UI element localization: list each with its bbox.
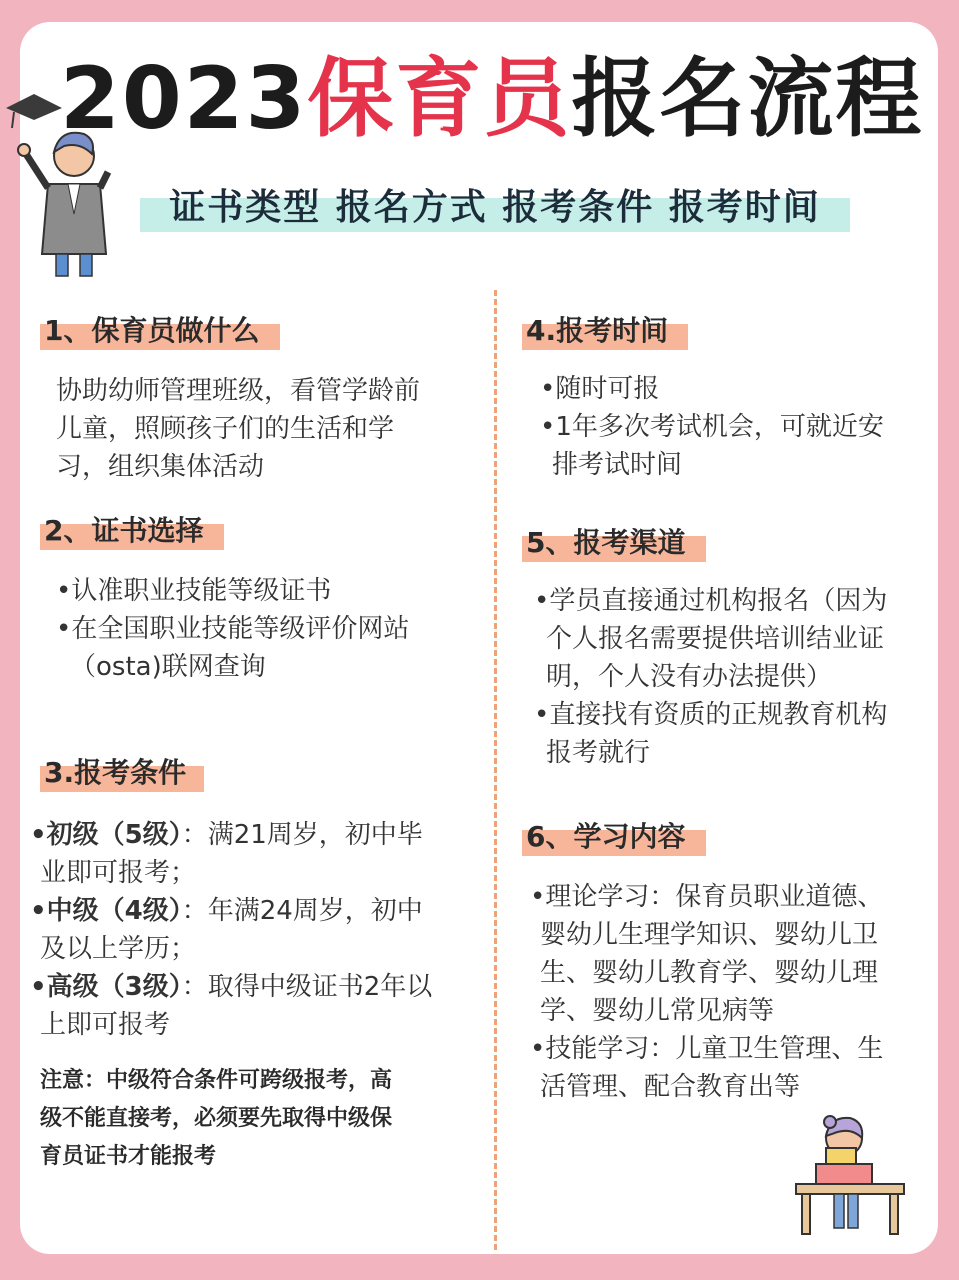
list-item: 明，个人没有办法提供） xyxy=(546,662,833,692)
list-item: •1年多次考试机会，可就近安 xyxy=(540,412,884,442)
title-highlight: 保育员 xyxy=(307,49,572,149)
page-title xyxy=(60,44,924,154)
list-item: 及以上学历； xyxy=(40,934,197,964)
list-item: •直接找有资质的正规教育机构 xyxy=(534,700,888,730)
list-item: 生、婴幼儿教育学、婴幼儿理 xyxy=(540,958,879,988)
text-line: 儿童，照顾孩子们的生活和学 xyxy=(56,414,395,444)
section-4-body xyxy=(540,370,920,484)
section-5-heading: 5、报考渠道 xyxy=(522,522,706,564)
list-item: •在全国职业技能等级评价网站 xyxy=(56,614,410,644)
list-item: （osta)联网查询 xyxy=(70,652,266,682)
title-rest: 报名流程 xyxy=(571,49,924,149)
list-item: •认准职业技能等级证书 xyxy=(56,576,332,606)
subtitle-banner xyxy=(140,184,850,232)
section-1-body xyxy=(56,372,476,486)
section-6-body xyxy=(530,878,926,1106)
section-3-body xyxy=(30,816,470,1044)
list-item: •随时可报 xyxy=(540,374,660,404)
list-item: •理论学习：保育员职业道德、 xyxy=(530,882,884,912)
section-2-body xyxy=(56,572,476,686)
text-line: 协助幼师管理班级，看管学龄前 xyxy=(56,376,421,406)
section-4-heading: 4.报考时间 xyxy=(522,310,688,352)
list-item: 活管理、配合教育出等 xyxy=(540,1072,801,1102)
list-item: •高级（3级）：取得中级证书2年以 xyxy=(30,972,433,1002)
column-divider xyxy=(494,290,497,1250)
list-item: 报考就行 xyxy=(546,738,651,768)
list-item: 排考试时间 xyxy=(552,450,683,480)
section-3-note: 注意：中级符合条件可跨级报考，高 级不能直接考，必须要先取得中级保 育员证书才能报考 xyxy=(40,1068,393,1169)
subtitle-text: 证书类型 报名方式 报考条件 报考时间 xyxy=(169,187,821,228)
section-6-heading: 6、学习内容 xyxy=(522,816,706,858)
reading-girl-illustration xyxy=(790,1110,910,1240)
section-3-heading: 3.报考条件 xyxy=(40,752,204,794)
section-5-body xyxy=(534,582,924,772)
list-item: 学、婴幼儿常见病等 xyxy=(540,996,775,1026)
list-item: 业即可报考； xyxy=(40,858,197,888)
list-item: •初级（5级）：满21周岁，初中毕 xyxy=(30,820,423,850)
list-item: •技能学习：儿童卫生管理、生 xyxy=(530,1034,884,1064)
list-item: 上即可报考 xyxy=(40,1010,171,1040)
text-line: 习，组织集体活动 xyxy=(56,452,265,482)
list-item: 个人报名需要提供培训结业证 xyxy=(546,624,885,654)
list-item: 婴幼儿生理学知识、婴幼儿卫 xyxy=(540,920,879,950)
list-item: •中级（4级）：年满24周岁，初中 xyxy=(30,896,423,926)
list-item: •学员直接通过机构报名（因为 xyxy=(534,586,888,616)
section-2-heading: 2、证书选择 xyxy=(40,510,224,552)
title-year: 2023 xyxy=(60,49,308,149)
section-1-heading: 1、保育员做什么 xyxy=(40,310,280,352)
